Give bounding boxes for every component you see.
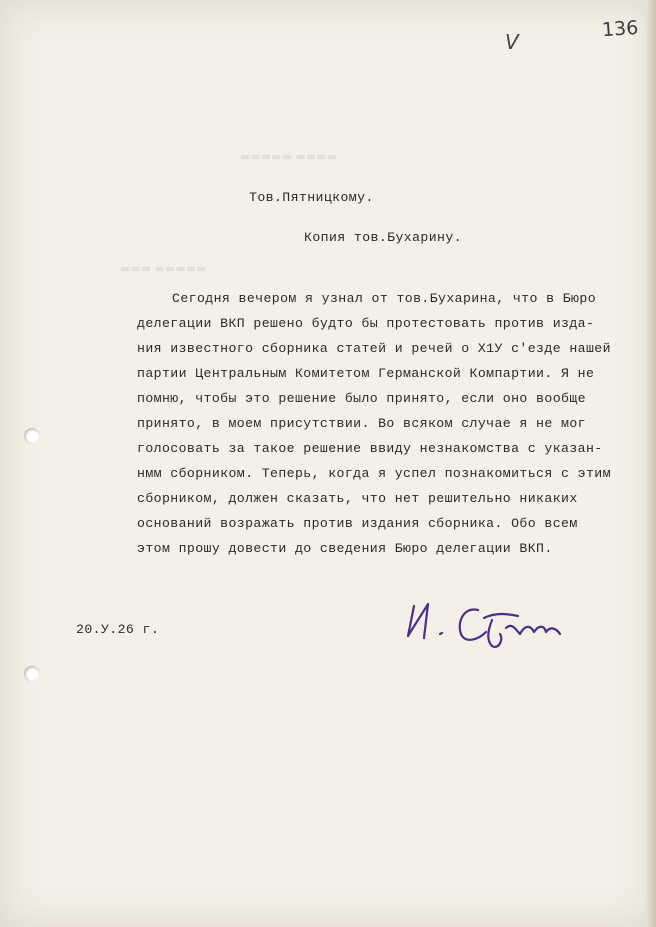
bleed-through-text: ▬▬▬▬▬ ▬▬▬▬ bbox=[240, 150, 338, 163]
letter-addressee: Тов.Пятницкому. bbox=[249, 190, 374, 205]
binder-hole bbox=[24, 666, 40, 682]
body-line-2: делегации ВКП решено будто бы протестовать против изда- bbox=[137, 316, 595, 331]
body-line-5: помню, чтобы это решение было принято, если оно вообще bbox=[137, 391, 586, 406]
body-line-1: Сегодня вечером я узнал от тов.Бухарина, что в Бюро bbox=[172, 291, 597, 306]
body-line-6: принято, в моем присутствии. Во всяком случае я не мог bbox=[137, 416, 586, 431]
body-line-10: оснований возражать против издания сборника. Обо всем bbox=[137, 516, 578, 531]
body-line-3: ния известного сборника статей и речей о Х1У с'езде нашей bbox=[137, 341, 611, 356]
binder-hole bbox=[24, 428, 40, 444]
body-line-8: нмм сборником. Теперь, когда я успел познакомиться с этим bbox=[137, 466, 611, 481]
handwritten-signature bbox=[400, 596, 570, 656]
body-line-11: этом прошу довести до сведения Бюро делегации ВКП. bbox=[137, 541, 553, 556]
body-line-4: партии Центральным Комитетом Германской Компартии. Я не bbox=[137, 366, 595, 381]
body-line-7: голосовать за такое решение ввиду незнакомства с указан- bbox=[137, 441, 603, 456]
letter-copy-recipient: Копия тов.Бухарину. bbox=[304, 230, 462, 245]
letter-date: 20.У.26 г. bbox=[76, 622, 160, 637]
bleed-through-text-2: ▬▬▬ ▬▬▬▬▬ bbox=[120, 262, 207, 275]
archive-page-number: 136 bbox=[601, 16, 639, 42]
page-edge-shadow bbox=[646, 0, 656, 927]
body-line-9: сборником, должен сказать, что нет решительно никаких bbox=[137, 491, 578, 506]
check-mark: V bbox=[505, 30, 519, 54]
